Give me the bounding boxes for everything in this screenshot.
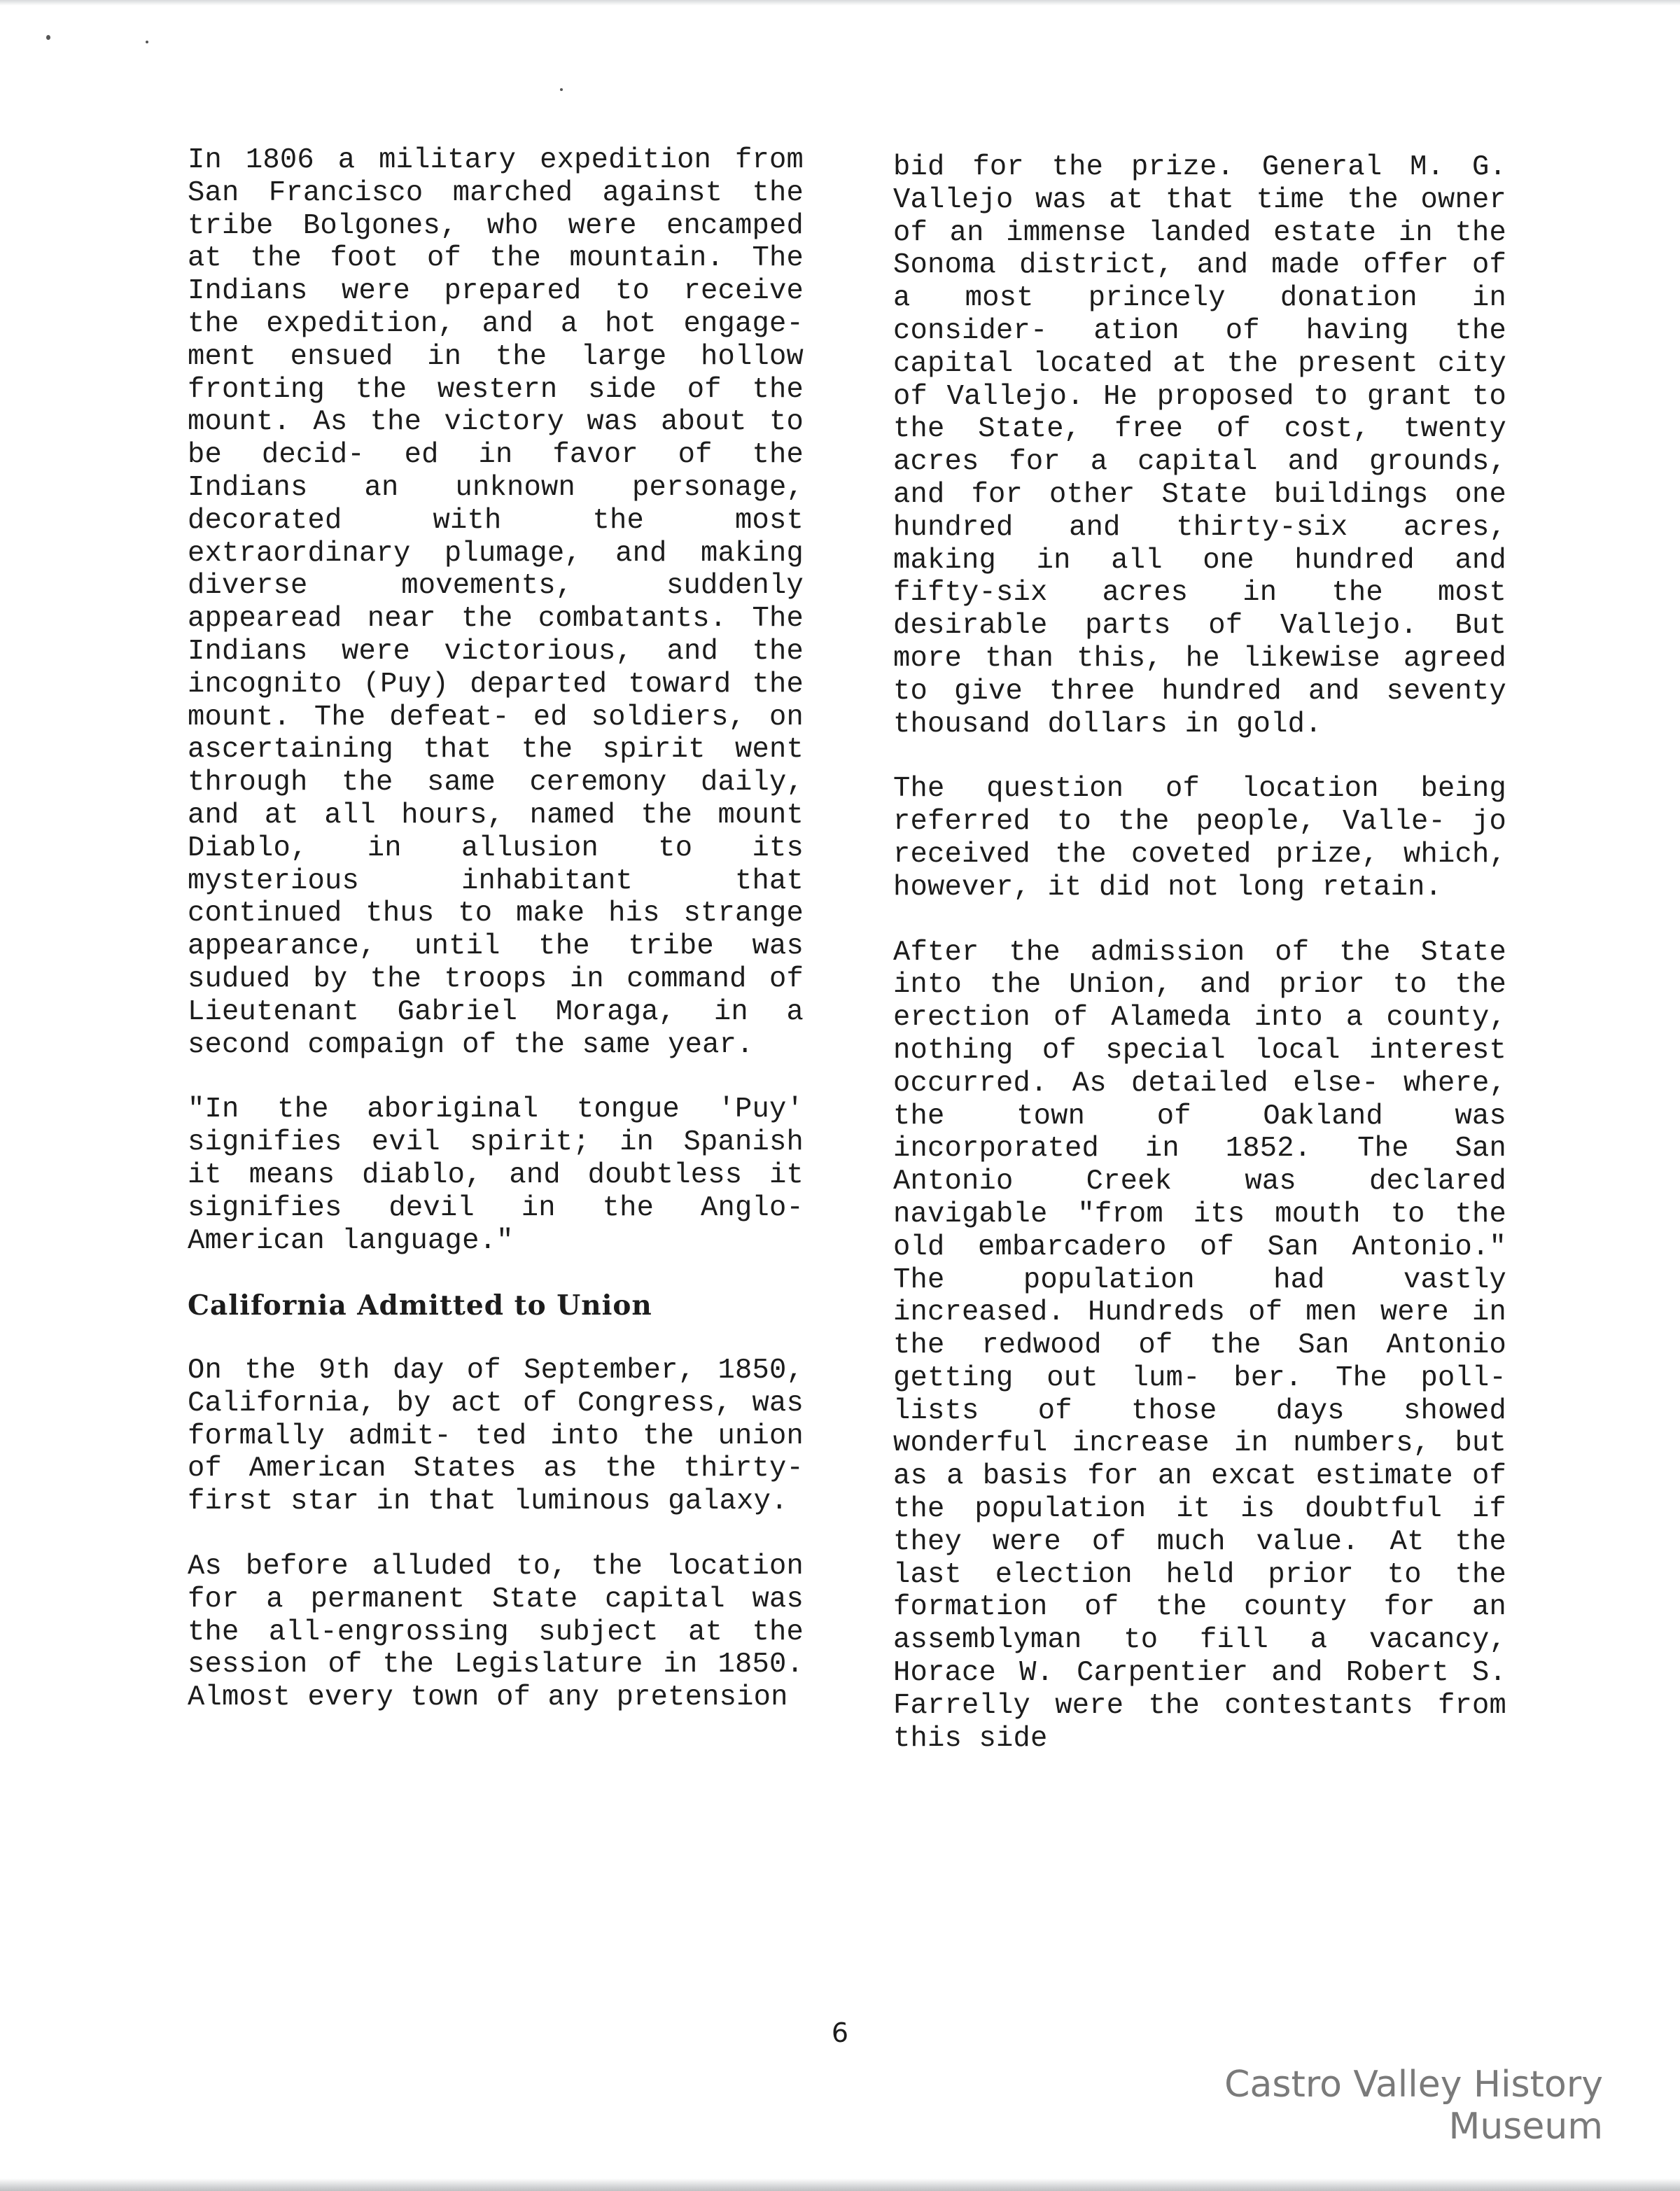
paragraph-after-admission: After the admission of the State into the Union, and prior to the erection of Alameda into a county, nothing of special local interest occurred. As detailed else- where, the town of Oakland was incorporated in 1852. The San Antonio Creek was declared navigable "from its mouth to the old embarcadero of San Antonio." The population had vastly increased. Hundreds of men were in the redwood of the San Antonio getting out lum- ber. The poll-lists of those days showed wonderful increase in numbers, but as a basis for an excat estimate of the population it is doubtful if they were of much value. At the last election held prior to the formation of the county for an assemblyman to fill a vacancy, Horace W. Carpentier and Robert S. Farrelly were the contestants from this side xyxy=(893,936,1506,1755)
watermark: Castro Valley History Museum xyxy=(1224,2064,1603,2148)
paragraph-admission: On the 9th day of September, 1850, California, by act of Congress, was formally admit- ted into the union of American States as the thirty-first star in that luminous galaxy. xyxy=(188,1354,804,1518)
right-column xyxy=(893,151,1506,1787)
paragraph-vallejo-offer: bid for the prize. General M. G. Vallejo was at that time the owner of an immense landed estate in the Sonoma district, and made offer of a most princely donation in consider- ation of having the capital located at the present city of Vallejo. He proposed to grant to the State, free of cost, twenty acres for a capital and grounds, and for other State buildings one hundred and thirty-six acres, making in all one hundred and fifty-six acres in the most desirable parts of Vallejo. But more than this, he likewise agreed to give three hundred and seventy thousand dollars in gold. xyxy=(893,151,1506,741)
scan-speck xyxy=(560,88,563,91)
section-heading: California Admitted to Union xyxy=(188,1289,652,1322)
scan-speck xyxy=(146,41,148,43)
scan-speck xyxy=(46,35,50,40)
page-number: 6 xyxy=(831,2017,849,2048)
paragraph-vallejo-prize: The question of location being referred to the people, Valle- jo received the coveted prize, which, however, it did not long retain. xyxy=(893,773,1506,904)
scan-top-edge xyxy=(0,0,1680,6)
scan-bottom-edge xyxy=(0,2178,1680,2191)
paragraph-capital-location: As before alluded to, the location for a permanent State capital was the all-engrossing subject at the session of the Legislature in 1850. Almost every town of any pretension xyxy=(188,1550,804,1714)
paragraph-mount-diablo-legend: In 1806 a military expedition from San Francisco marched against the tribe Bolgones, who were encamped at the foot of the mountain. The Indians were prepared to receive the expedition, and a hot engage- ment ensued in the large hollow fronting the western side of the mount. As the victory was about to be decid- ed in favor of the Indians an unknown personage, decorated with the most extraordinary plumage, and making diverse movements, suddenly appearead near the combatants. The Indians were victorious, and the incognito (Puy) departed toward the mount. The defeat- ed soldiers, on ascertaining that the spirit went through the same ceremony daily, and at all hours, named the mount Diablo, in allusion to its mysterious inhabitant that continued thus to make his strange appearance, until the tribe was sudued by the troops in command of Lieutenant Gabriel Moraga, in a second compaign of the same year. xyxy=(188,144,804,1061)
paragraph-puy-quote: "In the aboriginal tongue 'Puy' signifies evil spirit; in Spanish it means diablo, and doubtless it signifies devil in the Anglo-American language." xyxy=(188,1093,804,1257)
left-column xyxy=(188,144,804,1746)
